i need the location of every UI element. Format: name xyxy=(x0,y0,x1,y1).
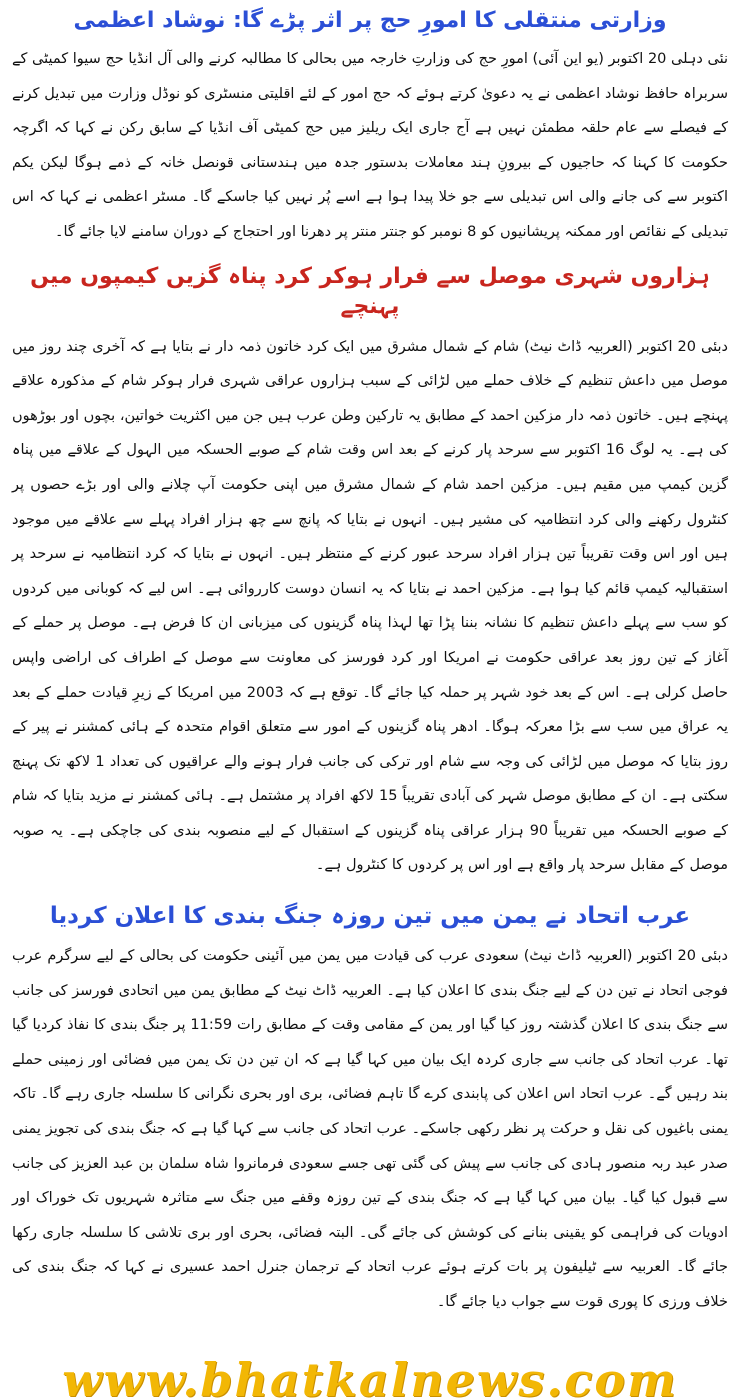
site-watermark: www.bhatkalnews.com xyxy=(62,1360,678,1400)
article2-body: دبئی 20 اکتوبر (العربیہ ڈاٹ نیٹ) شام کے شمال مشرق میں ایک کرد خاتون ذمہ دار نے بتایا ہے کہ آخری چند روز میں موصل میں داعش تنظیم کے خلاف حملے میں لڑائی کے سبب ہزاروں عراقی شہری فرار ہوکر شام کے مذکورہ علاقے پہنچے ہیں۔ خاتون ذمہ دار مزکین احمد کے مطابق یہ تارکین وطن عرب ہیں جن میں اکثریت خواتین، بچوں اور بوڑھوں کی ہے۔ یہ لوگ 16 اکتوبر سے سرحد پار کرنے کے بعد اس وقت شام کے صوبے الحسکہ میں الہول کے علاقے میں پناہ گزین کیمپ میں مقیم ہیں۔ مزکین احمد شام کے شمال مشرق میں اپنی حکومت آپ چلانے والی اور بڑے حصوں پر کنٹرول رکھنے والی کرد انتظامیہ کی مشیر ہیں۔ انہوں نے بتایا کہ پانچ سے چھ ہزار افراد پہلے سے علاقے میں موجود ہیں اور اس وقت تقریباً تین ہزار افراد سرحد عبور کرنے کے منتظر ہیں۔ انہوں نے بتایا کہ کرد انتظامیہ نے سرحد پر استقبالیہ کیمپ قائم کیا ہوا ہے۔ مزکین احمد نے بتایا کہ یہ انسان دوست کارروائی ہے۔ اس لیے کہ کوبانی میں کردوں کو سب سے پہلے داعش تنظیم کا نشانہ بننا پڑا تھا لہذا پناہ گزینوں کی میزبانی ان کا فرض ہے۔ موصل پر حملے کے آغاز کے تین روز بعد عراقی حکومت نے امریکا اور کرد فورسز کی معاونت سے موصل کے اطراف کی اراضی واپس حاصل کرلی ہے۔ اس کے بعد خود شہر پر حملہ کیا جائے گا۔ توقع ہے کہ 2003 میں امریکا کے زیرِ قیادت حملے کے بعد یہ عراق میں سب سے بڑا معرکہ ہوگا۔ ادھر پناہ گزینوں کے امور سے متعلق اقوام متحدہ کے ہائی کمشنر نے پیر کے روز بتایا کہ موصل میں لڑائی کی وجہ سے شام اور ترکی کی جانب فرار ہونے والے عراقیوں کی تعداد 1 لاکھ تک پہنچ سکتی ہے۔ ان کے مطابق موصل شہر کی آبادی تقریباً 15 لاکھ افراد پر مشتمل ہے۔ ہائی کمشنر نے مزید بتایا کہ شام کے صوبے الحسکہ میں تقریباً 90 ہزار عراقی پناہ گزینوں کے استقبال کے لیے منصوبہ بندی کی جاچکی ہے۔ یہ صوبہ موصل کے مقابل سرحد پار واقع ہے اور اس پر کردوں کا کنٹرول ہے۔ xyxy=(12,338,728,874)
article3-body: دبئی 20 اکتوبر (العربیہ ڈاٹ نیٹ) سعودی عرب کی قیادت میں یمن میں آئینی حکومت کی بحالی کے لیے سرگرم عرب فوجی اتحاد نے تین دن کے لیے جنگ بندی کا اعلان کیا ہے۔ العربیہ ڈاٹ نیٹ کے مطابق یمن میں اتحادی فورسز کی جانب سے جنگ بندی کا اعلان گذشتہ روز کیا گیا اور یمن کے مقامی وقت کے مطابق رات 11:59 پر جنگ بندی کا نفاذ کردیا گیا تھا۔ عرب اتحاد کی جانب سے جاری کردہ ایک بیان میں کہا گیا ہے کہ ان تین دن تک یمن میں فضائی اور زمینی حملے بند رہیں گے۔ عرب اتحاد اس اعلان کی پابندی کرے گا تاہم فضائی، بری اور بحری نگرانی کا سلسلہ جاری رہے گا۔ تاکہ یمنی باغیوں کی نقل و حرکت پر نظر رکھی جاسکے۔ عرب اتحاد کی جانب سے کہا گیا ہے کہ جنگ بندی کی تجویز یمنی صدر عبد ربہ منصور ہادی کی جانب سے پیش کی گئی تھی جسے سعودی فرمانروا شاہ سلمان بن عبد العزیز کی جانب سے قبول کیا گیا۔ بیان میں کہا گیا ہے کہ جنگ بندی کے تین روزہ وقفے میں جنگ سے متاثرہ شہریوں تک خوراک اور ادویات کی فراہمی کو یقینی بنانے کی کوشش کی جائے گی۔ البتہ فضائی، بحری اور بری تلاشی کا سلسلہ جاری رکھا جائے گا۔ العربیہ سے ٹیلیفون پر بات کرتے ہوئے عرب اتحاد کے ترجمان جنرل احمد عسیری نے کہا کہ جنگ بندی کی خلاف ورزی کا پوری قوت سے جواب دیا جائے گا۔ xyxy=(12,948,728,1310)
article2-headline: ہزاروں شہری موصل سے فرار ہوکر کرد پناہ گزیں کیمپوں میں پہنچے xyxy=(30,263,710,319)
article3-headline: عرب اتحاد نے یمن میں تین روزہ جنگ بندی کا اعلان کردیا xyxy=(49,903,691,930)
article1-headline: وزارتی منتقلی کا امورِ حج پر اثر پڑے گا: نوشاد اعظمی xyxy=(73,8,667,33)
article1-body: نئی دہلی 20 اکتوبر (یو این آئی) امورِ حج کی وزارتِ خارجہ میں بحالی کا مطالبہ کرنے والی آل انڈیا حج سیوا کمیٹی کے سربراہ حافظ نوشاد اعظمی نے یہ دعویٰ کرتے ہوئے کہ حج امور کے لئے اقلیتی منسٹری کو نوڈل وزارت میں تبدیل کرنے کے فیصلے سے عام حلقہ مطمئن نہیں ہے آج جاری ایک ریلیز میں حج کمیٹی آف انڈیا کے سابق رکن نے کہا کہ اگرچہ حکومت کا کہنا کہ حاجیوں کے بیرونِ ہند معاملات بدستور جدہ میں ہندستانی قونصل خانہ کے ذمے ہوگا لیکن یکم اکتوبر سے کی جانے والی اس تبدیلی سے جو خلا پیدا ہوا ہے اسے پُر نہیں کیا جاسکے گا۔ مسٹر اعظمی نے کہا کہ اس تبدیلی کے نقائص اور ممکنہ پریشانیوں کو 8 نومبر کو جنتر منتر پر دھرنا اور احتجاج کے دوران سامنے لایا جائے گا۔ xyxy=(12,51,728,240)
